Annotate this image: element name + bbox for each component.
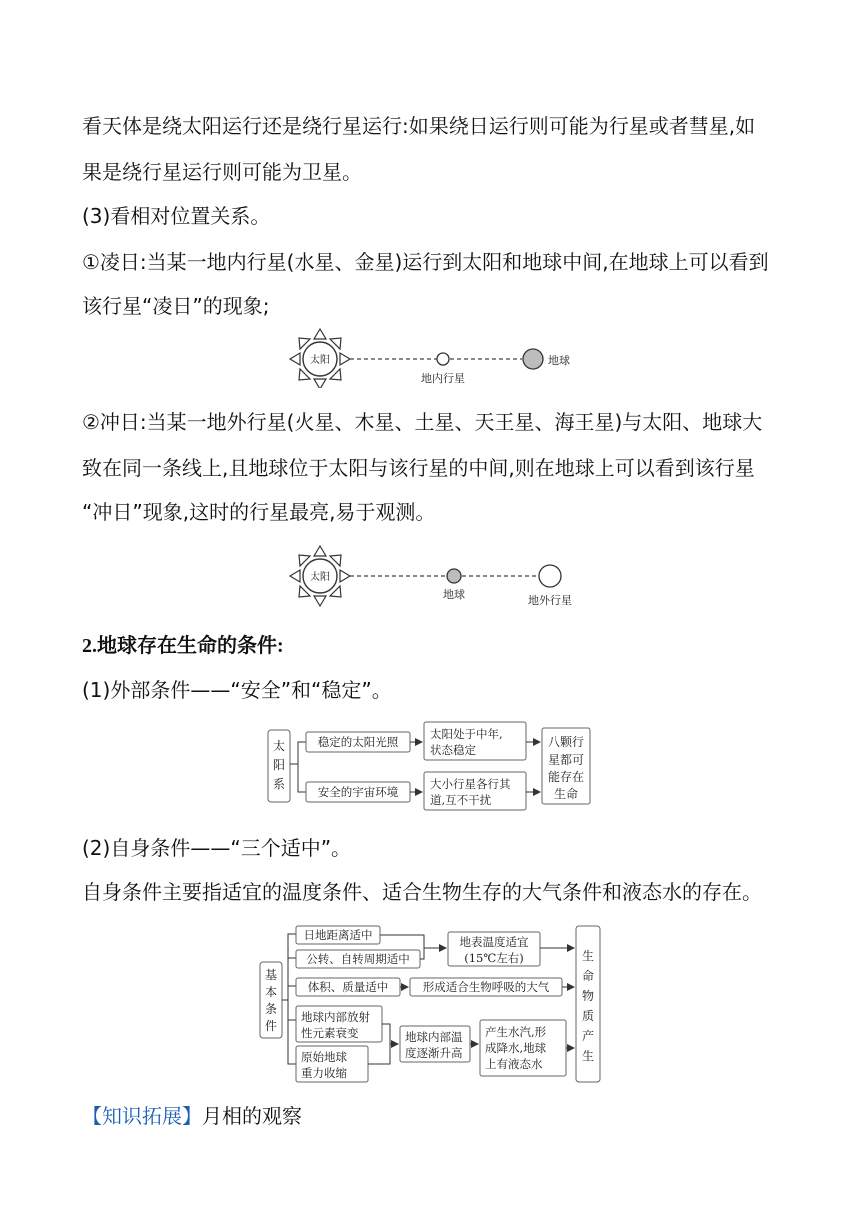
effect-label: 形成适合生物呼吸的大气 [422, 980, 550, 994]
condition-label: 安全的宇宙环境 [317, 785, 399, 799]
outer-planet-icon [539, 565, 561, 587]
paragraph-line: 自身条件主要指适宜的温度条件、适合生物生存的大气条件和液态水的存在。 [82, 880, 762, 904]
external-conditions-diagram [260, 718, 600, 814]
paragraph-line: 看天体是绕太阳运行还是绕行星运行:如果绕日运行则可能为行星或者彗星,如 [82, 114, 756, 138]
condition-label: 稳定的太阳光照 [317, 735, 399, 749]
condition-label: 日地距离适中 [303, 928, 373, 942]
effect-label: (15℃左右) [464, 951, 524, 965]
root-char: 本 [264, 985, 278, 999]
effect-label: 度逐渐升高 [405, 1046, 463, 1060]
result-label: 质 [581, 1009, 595, 1023]
paragraph-line: 果是绕行星运行则可能为卫星。 [82, 160, 362, 184]
effect-label: 道,互不干扰 [430, 793, 492, 807]
result-label: 生命 [553, 787, 579, 801]
inner-planet-label: 地内行星 [421, 372, 465, 385]
earth-label: 地球 [443, 588, 465, 601]
result-label: 星都可 [547, 753, 585, 767]
paragraph-line: “冲日”现象,这时的行星最亮,易于观测。 [82, 500, 436, 524]
result-label: 生 [581, 949, 595, 963]
effect-label: 大小行星各行其 [430, 777, 511, 791]
root-char: 阳 [272, 758, 286, 772]
sun-label: 太阳 [310, 355, 330, 366]
condition-label: 公转、自转周期适中 [306, 952, 410, 966]
root-char: 件 [264, 1019, 278, 1033]
result-label: 命 [581, 969, 595, 983]
condition-label: 原始地球 [301, 1050, 347, 1064]
paragraph-line: 致在同一条线上,且地球位于太阳与该行星的中间,则在地球上可以看到该行星 [82, 456, 755, 480]
paragraph-line: (1)外部条件——“安全”和“稳定”。 [82, 678, 392, 702]
effect-label: 产生水汽,形 [485, 1025, 547, 1039]
effect-label: 上有液态水 [485, 1057, 543, 1071]
paragraph-line: (2)自身条件——“三个适中”。 [82, 836, 352, 860]
root-char: 条 [264, 1002, 278, 1016]
effect-label: 太阳处于中年, [430, 727, 503, 741]
sun-label: 太阳 [310, 572, 330, 583]
knowledge-extension [82, 1102, 302, 1130]
result-label: 产 [581, 1029, 595, 1043]
result-label: 生 [581, 1049, 595, 1063]
paragraph-line: ①凌日:当某一地内行星(水星、金星)运行到太阳和地球中间,在地球上可以看到 [82, 250, 769, 274]
root-char: 系 [272, 777, 286, 791]
knowledge-tag: 【知识拓展】 [82, 1104, 202, 1128]
earth-icon [523, 349, 543, 369]
result-label: 能存在 [547, 770, 585, 784]
outer-planet-label: 地外行星 [528, 594, 572, 607]
condition-label: 性元素衰变 [301, 1026, 359, 1040]
paragraph-line: 该行星“凌日”的现象; [82, 294, 270, 318]
opposition-diagram [280, 540, 600, 610]
condition-label: 地球内部放射 [301, 1010, 370, 1024]
knowledge-topic: 月相的观察 [202, 1104, 302, 1128]
effect-label: 地球内部温 [405, 1030, 463, 1044]
effect-label: 成降水,地球 [485, 1041, 547, 1055]
internal-conditions-diagram [256, 922, 608, 1086]
effect-label: 地表温度适宜 [459, 935, 529, 949]
earth-icon [447, 569, 461, 583]
inner-planet-icon [437, 353, 449, 365]
section-heading: 2.地球存在生命的条件: [82, 635, 284, 657]
root-char: 太 [272, 739, 286, 753]
result-label: 物 [581, 989, 595, 1003]
effect-label: 状态稳定 [430, 743, 476, 757]
condition-label: 体积、质量适中 [307, 980, 389, 994]
paragraph-line: (3)看相对位置关系。 [82, 204, 271, 228]
paragraph-line: ②冲日:当某一地外行星(火星、木星、土星、天王星、海王星)与太阳、地球大 [82, 410, 763, 434]
result-label: 八颗行 [547, 735, 585, 749]
transit-diagram [280, 326, 600, 388]
sun-icon [290, 546, 350, 606]
root-char: 基 [264, 968, 278, 982]
condition-label: 重力收缩 [301, 1066, 347, 1080]
sun-icon [290, 329, 350, 388]
earth-label: 地球 [548, 354, 570, 367]
